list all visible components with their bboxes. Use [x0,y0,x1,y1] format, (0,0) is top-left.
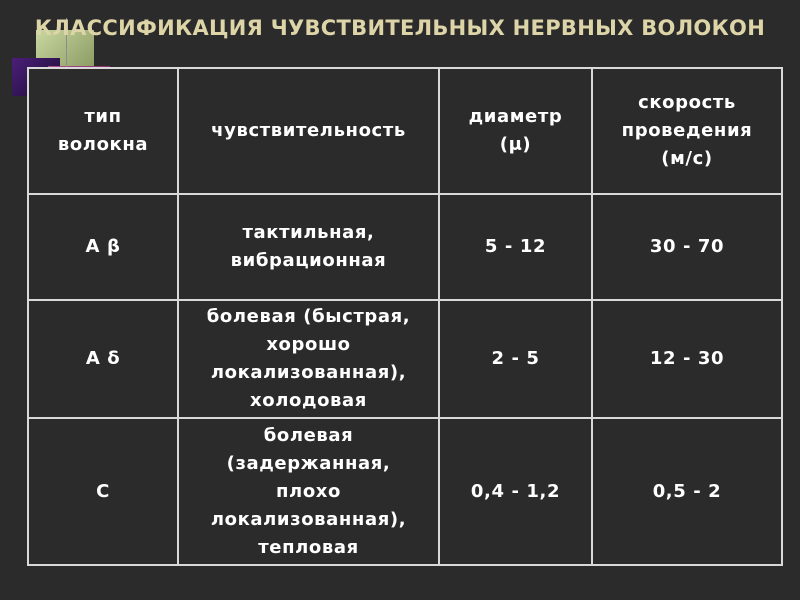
fiber-type-cell: С [28,418,178,565]
sensitivity-line: (задержанная, [226,452,391,474]
speed-cell: 12 - 30 [592,300,782,418]
header-line: диаметр [468,106,563,127]
header-line: (μ) [499,134,532,155]
sensitivity-line: болевая [263,424,354,446]
sensitivity-line: болевая (быстрая, [206,306,411,327]
header-line: тип [84,106,122,127]
header-diameter [439,68,592,194]
diameter-cell: 2 - 5 [439,300,592,418]
header-line: проведения [621,120,753,141]
sensitivity-cell [178,418,439,565]
sensitivity-line: тактильная, [242,222,375,243]
fiber-classification-table [27,67,783,566]
sensitivity-line: локализованная), [210,362,407,383]
sensitivity-line: холодовая [250,390,367,411]
table-row [28,194,782,300]
diameter-cell: 0,4 - 1,2 [439,418,592,565]
header-line: скорость [638,92,736,113]
table-row [28,300,782,418]
header-line: чувствительность [211,120,406,141]
header-conduction-speed [592,68,782,194]
header-line: (м/с) [661,148,713,169]
sensitivity-cell [178,194,439,300]
table-header-row [28,68,782,194]
sensitivity-line: локализованная), [210,508,407,530]
slide-title: КЛАССИФИКАЦИЯ ЧУВСТВИТЕЛЬНЫХ НЕРВНЫХ ВОЛОКОН [34,16,766,40]
sensitivity-line: плохо [276,480,341,502]
fiber-type-cell: А β [28,194,178,300]
sensitivity-line: тепловая [258,536,359,558]
header-line: волокна [57,134,149,155]
diameter-cell: 5 - 12 [439,194,592,300]
table-row [28,418,782,565]
header-sensitivity [178,68,439,194]
speed-cell: 0,5 - 2 [592,418,782,565]
sensitivity-line: вибрационная [230,250,387,271]
speed-cell: 30 - 70 [592,194,782,300]
fiber-type-cell: А δ [28,300,178,418]
sensitivity-cell [178,300,439,418]
sensitivity-line: хорошо [266,334,351,355]
header-fiber-type [28,68,178,194]
